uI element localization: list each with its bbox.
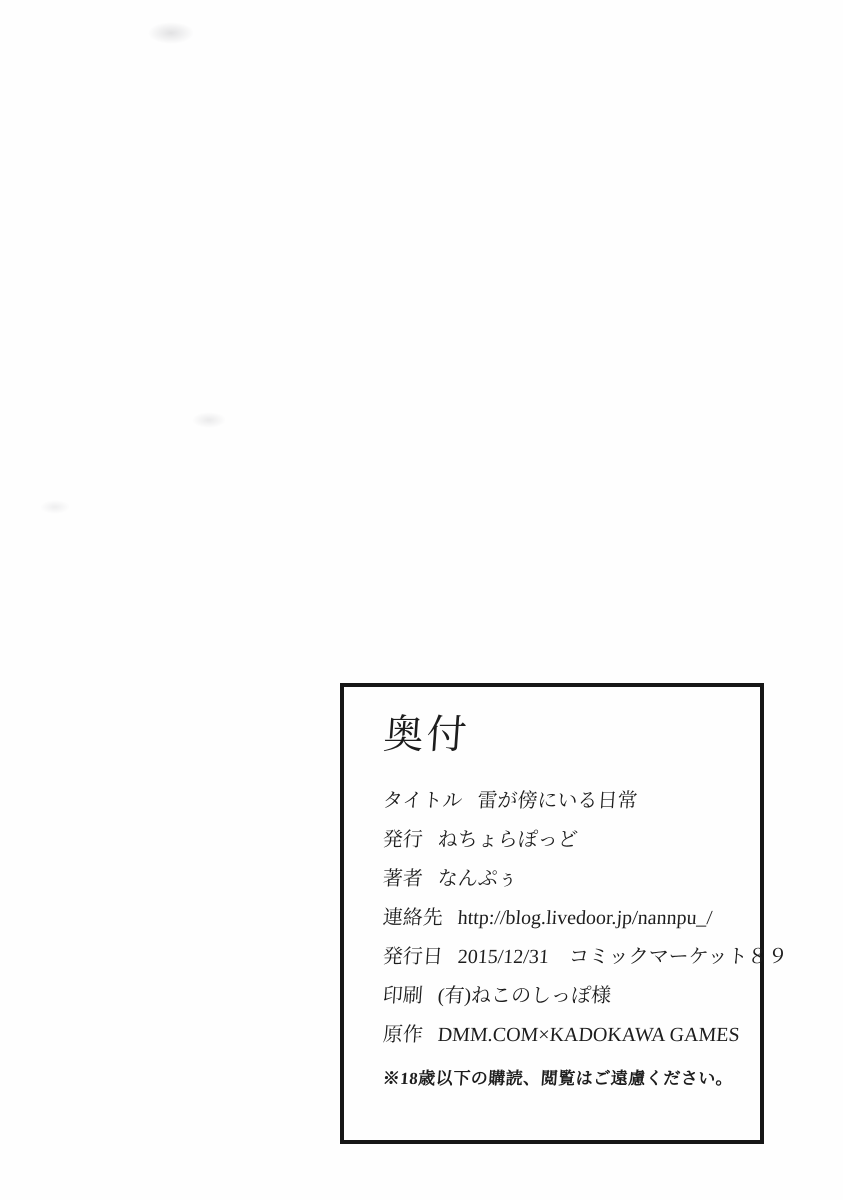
colophon-heading	[382, 713, 740, 757]
row-label: 印刷	[382, 985, 424, 1007]
scan-artifact	[192, 412, 226, 428]
colophon-heading-text: 奥付	[382, 712, 472, 757]
row-label: 原作	[382, 1024, 424, 1046]
colophon-box	[340, 683, 789, 1144]
row-value: なんぷぅ	[437, 868, 519, 890]
colophon-row-pubdate	[382, 946, 789, 968]
age-restriction-notice-text: ※18歳以下の購読、閲覧はご遠慮ください。	[382, 1069, 734, 1088]
row-value: 2015/12/31 コミックマーケット８９	[457, 946, 789, 968]
row-value: (有)ねこのしっぽ様	[437, 985, 612, 1007]
row-value: 雷が傍にいる日常	[476, 790, 639, 812]
row-value: DMM.COM×KADOKAWA GAMES	[437, 1024, 741, 1046]
colophon-row-original-work	[382, 1025, 741, 1046]
colophon-row-author	[382, 869, 741, 890]
colophon-row-title	[382, 791, 741, 812]
colophon-row-contact	[382, 908, 741, 929]
scan-artifact	[148, 22, 194, 44]
row-label: 発行日	[382, 946, 444, 968]
colophon-row-publisher	[382, 830, 741, 851]
colophon-row-printer	[382, 986, 741, 1007]
row-label: タイトル	[382, 790, 464, 812]
row-label: 著者	[382, 868, 424, 890]
row-label: 発行	[382, 829, 424, 851]
row-value contact-url: http://blog.livedoor.jp/nannpu_/	[457, 907, 713, 929]
row-label: 連絡先	[382, 907, 444, 929]
age-restriction-notice	[382, 1068, 740, 1090]
row-value: ねちょらぽっど	[437, 829, 579, 851]
colophon-content	[344, 687, 789, 1090]
scan-artifact	[40, 500, 70, 514]
